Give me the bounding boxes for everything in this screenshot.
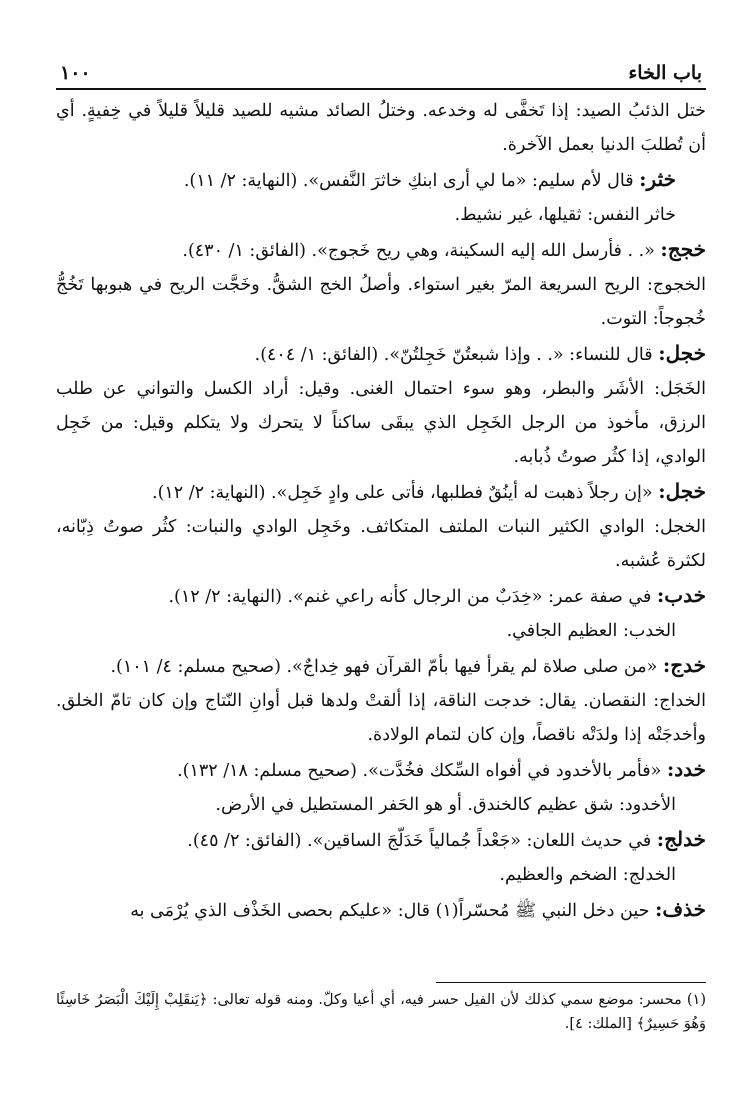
paragraph: الخداج: النقصان. يقال: خدجت الناقة، إذا ألقتْ ولدها قبل أوانِ النّتاج وإن كان تامّ الخلق. وأخدجَتْه إذا ولدَتْه ناقصاً، وإن كان لتمام الولادة. xyxy=(56,691,706,745)
paragraph: الخدلج: الضخم والعظيم. xyxy=(499,865,676,885)
paragraph: الأخدود: شق عظيم كالخندق. أو هو الحَفر المستطيل في الأرض. xyxy=(215,795,676,815)
page-header xyxy=(56,54,706,90)
paragraph: ختل الذئبُ الصيد: إذا تَخفَّى له وخدعه. وختلُ الصائد مشيه للصيد قليلاً قليلاً في خِفيةٍ. أي أن تُطلبَ الدنيا بعمل الآخرة. xyxy=(56,101,706,155)
paragraph: خاثر النفس: ثقيلها، غير نشيط. xyxy=(454,205,676,225)
footnote-separator xyxy=(436,982,706,983)
paragraph: الخَجَل: الأشَر والبطر، وهو سوء احتمال الغنى. وقيل: أراد الكسل والتواني عن طلب الرزق، مأخوذ من الرجل الخَجِل الذي يبقَى ساكناً لا يتحرك ولا يتكلم وقيل: من خَجِل الوادي، إذا كثُر صوتُ ذُبابه. xyxy=(56,379,706,467)
paragraph: الخدب: العظيم الجافي. xyxy=(506,621,676,641)
entry-head-word: خدلج: xyxy=(656,827,706,851)
entry-paragraph: خدلج: في حديث اللعان: «جَعْداً جُمالياً خَدَلّجَ الساقين». (الفائق: ٢/ ٤٥). xyxy=(187,827,706,851)
entry-paragraph: خجل: «إن رجلاً ذهبت له أينُقٌ فطلبها، فأتى على وادٍ خَجِل». (النهاية: ٢/ ١٢). xyxy=(152,479,706,503)
entry-paragraph: خذف: حين دخل النبي ﷺ مُحسّراً(١) قال: «عليكم بحصى الخَذْف الذي يُرْمَى به xyxy=(130,897,706,921)
entry-paragraph: خدد: «فأمر بالأخدود في أفواه السِّكك فخُدَّت». (صحيح مسلم: ١٨/ ١٣٢). xyxy=(177,757,706,781)
entry-paragraph: خجل: قال للنساء: «. . وإذا شبعتُنّ خَجِلتُنّ». (الفائق: ١/ ٤٠٤). xyxy=(254,341,706,365)
book-page xyxy=(56,54,706,1084)
entry-head-word: خدج: xyxy=(662,653,706,677)
entry-head-word: خجج: xyxy=(660,237,706,261)
entry-head-word: خجل: xyxy=(658,479,706,503)
paragraph: الخجل: الوادي الكثير النبات الملتف المتكاثف. وخَجِل الوادي والنبات: كثُر صوتُ ذِبّانه، لكثرة عُشبه. xyxy=(56,517,706,571)
entry-head-word: خجل: xyxy=(658,341,706,365)
footnote: (١) محسر: موضع سمي كذلك لأن الفيل حسر فيه، أي أعيا وكلّ. ومنه قوله تعالى: ﴿يَنقَلِبْ إِلَيْكَ الْبَصَرُ خَاسِئًا وَهُوَ حَسِيرٌ﴾ [الملك: ٤]. xyxy=(56,992,706,1032)
entry-paragraph: خدب: في صفة عمر: «خِدَبٌ من الرجال كأنه راعي غنم». (النهاية: ٢/ ١٢). xyxy=(168,583,706,607)
entry-head-word: خدب: xyxy=(656,583,706,607)
entry-paragraph: خدج: «من صلى صلاة لم يقرأ فيها بأمّ القرآن فهو خِداجٌ». (صحيح مسلم: ٤/ ١٠١). xyxy=(110,653,706,677)
page-number: ١٠٠ xyxy=(60,62,91,84)
entry-paragraph: خجج: «. . فأرسل الله إليه السكينة، وهي ريح خَجوج». (الفائق: ١/ ٤٣٠). xyxy=(182,237,706,261)
page-body xyxy=(56,94,706,928)
entry-head-word: خثر: xyxy=(639,167,676,191)
paragraph: الخجوج: الريح السريعة المرّ بغير استواء. وأصلُ الخج الشقُّ. وخَجَّت الريح في هبوبها تَخُجُّ خُجوجاً: التوت. xyxy=(56,275,706,329)
entry-paragraph: خثر: قال لأم سليم: «ما لي أرى ابنكِ خاثرَ النَّفس». (النهاية: ٢/ ١١). xyxy=(183,167,676,191)
entry-head-word: خذف: xyxy=(655,897,706,921)
chapter-title: باب الخاء xyxy=(628,62,702,84)
entry-head-word: خدد: xyxy=(666,757,706,781)
